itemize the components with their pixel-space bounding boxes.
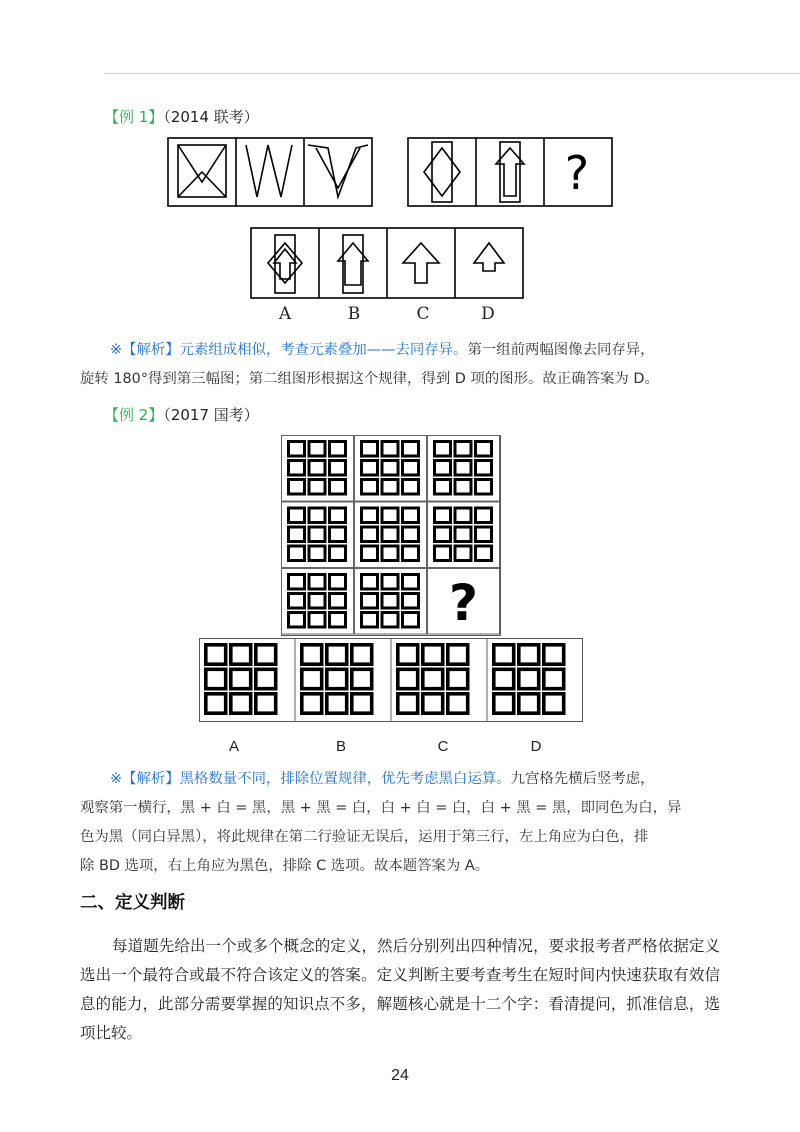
example1-analysis-highlight: 元素组成相似，考查元素叠加——去同存异。 [179,342,468,358]
option-c-figure [403,243,439,283]
grid-panel [282,436,354,502]
grid-panel-cells [289,442,346,495]
example2-tag: 【例 2】 [104,406,164,424]
option-a-cells [206,645,276,713]
example2-analysis [80,765,720,881]
grid-panel-cells [362,442,419,495]
example2-question-grid [281,435,501,636]
example2-analysis-highlight: 黑格数量不同，排除位置规律，优先考虑黑白运算。 [179,771,511,787]
example2-source: （2017 国考） [163,406,259,424]
example2-question-mark: ? [448,574,479,632]
example1-group1-frame [168,138,372,206]
grid-panel [428,436,500,502]
example2-option-a-label: A [228,738,239,755]
example1-option-b-label: B [347,304,361,324]
option-d-figure [474,243,504,271]
example2-option-d-label: D [530,738,542,755]
section-body: 每道题先给出一个或多个概念的定义，然后分别列出四种情况，要求报考者严格依据定义选出一个最符合或最不符合该定义的答案。定义判断主要考查考生在短时间内快速获取有效信息的能力，此部分需要掌握的知识点不多，解题核心就是十二个字：看清提问，抓准信息，选项比较。 [80,937,720,1042]
example2-analysis-line2: 观察第一横行，黑 + 白 = 黑，黑 + 黑 = 白，白 + 白 = 白，白 + 黑 = 黑，即同色为白，异 [80,800,682,816]
example1-analysis-rest: 第一组前两幅图像去同存异， [467,342,655,358]
grid-panel [355,569,427,635]
example1-tag: 【例 1】 [104,108,164,126]
example1-question-figures [166,136,616,210]
example1-analysis-prefix: ※【解析】 [110,342,180,358]
example2-analysis-line3: 色为黑（同白异黑），将此规律在第二行验证无误后，运用于第三行，左上角应为白色，排 [80,829,649,845]
grid-panel-cells [362,508,419,561]
example1-question-mark: ? [564,146,590,200]
grid-panel-cells [289,508,346,561]
example2-option-b-label: B [335,738,346,755]
example1-analysis-line2: 旋转 180°得到第三幅图；第二组图形根据这个规律，得到 D 项的图形。故正确答案为 D。 [80,371,659,387]
example1-label [104,107,259,127]
example1-panel4 [432,142,452,202]
example2-analysis-prefix: ※【解析】 [110,771,180,787]
example2-label [104,405,259,425]
example2-analysis-rest: 九宫格先横后竖考虑， [510,771,655,787]
grid-panel [282,569,354,635]
option-b-figure [338,235,368,293]
example1-analysis [80,336,720,394]
grid-panel-cells [362,575,419,628]
example2-option-figures [199,638,583,722]
example1-option-c-label: C [416,304,430,324]
grid-panel-cells [289,575,346,628]
example2-option-c-label: C [437,738,449,755]
example2-analysis-line4: 除 BD 选项，右上角应为黑色，排除 C 选项。故本题答案为 A。 [80,858,490,874]
grid-panel [428,502,500,568]
grid-panel-cells [435,442,492,495]
option-c-cells [398,645,468,713]
grid-panel [282,502,354,568]
header-rule [104,73,800,74]
example1-panel2 [246,145,292,197]
option-a-figure [268,235,302,293]
option-d-cells [494,645,564,713]
grid-panel [355,502,427,568]
grid-panel-cells [435,508,492,561]
example1-option-d-label: D [481,304,495,324]
page-number: 24 [391,1067,409,1084]
grid-panel [355,436,427,502]
option-b-cells [302,645,372,713]
example1-panel5 [500,142,520,202]
example1-option-figures [250,227,526,301]
example1-source: （2014 联考） [163,108,259,126]
example1-option-a-label: A [278,304,292,324]
section-title: 二、定义判断 [80,893,185,913]
